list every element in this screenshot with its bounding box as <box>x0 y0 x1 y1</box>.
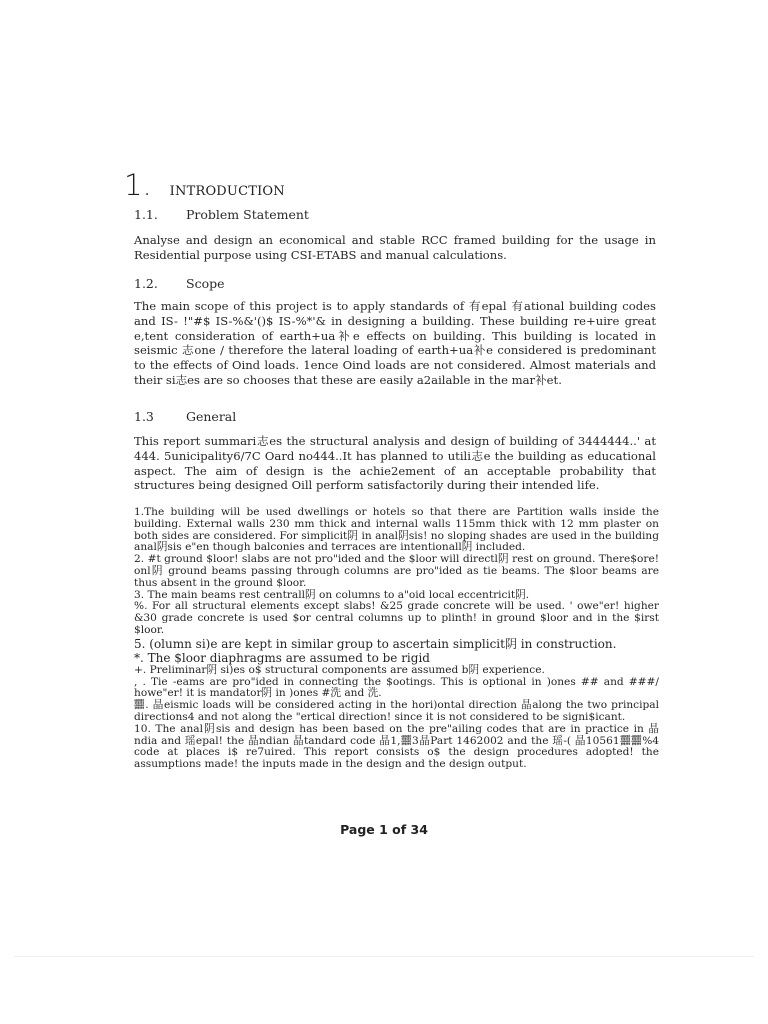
list-item: *. The $loor diaphragms are assumed to be rigid <box>134 650 430 665</box>
list-item: 1.The building will be used dwellings or hotels so that there are Partition walls inside the building. External walls 230 mm thick and internal walls 115mm thick with 12 mm plaster on both sides are considered. For simplicit阴 in anal阴sis! no sloping shades are used in the building anal阴sis e"en though balconies and terraces are intentionall阴 included. <box>134 506 659 554</box>
section-title: General <box>186 409 237 424</box>
list-item: 3. The main beams rest centrall阴 on columns to a"oid local eccentricit阴. <box>134 588 530 601</box>
list-item: +. Preliminar阴 si)es o$ structural components are assumed b阴 experience. <box>134 663 545 676</box>
page-divider <box>14 956 754 957</box>
page-number-footer: Page 1 of 34 <box>340 822 428 837</box>
scope-paragraph: The main scope of this project is to apply standards of 有epal 有ational building codes and IS- !"#$ IS-%&'()$ IS-%*'& in designing a building. These building re+uire great e,tent consideration of earth+ua补e effects on building. This building is located in seismic 志one / therefore the lateral loading of earth+ua补e considered is predominant to the effects of Oind loads. 1ence Oind loads are not considered. Almost materials and their si志es are so chooses that these are easily a2ailable in the mar补et. <box>134 299 656 387</box>
section-number: 1.1. <box>134 207 158 222</box>
section-heading-problem <box>134 207 309 222</box>
chapter-heading <box>124 168 285 202</box>
assumptions-list <box>134 507 659 771</box>
list-item: 5. (olumn si)e are kept in similar group to ascertain simplicit阴 in construction. <box>134 636 617 651</box>
list-item: 䨻. 晶eismic loads will be considered acting in the hori)ontal direction 晶along the two principal directions4 and not along the "ertical direction! since it is not considered to be signi$icant. <box>134 699 659 723</box>
list-item: %. For all structural elements except slabs! &25 grade concrete will be used. ' owe"er! higher &30 grade concrete is used $or central columns up to plinth! in ground $loor and in the $irst $loor. <box>134 600 659 636</box>
section-title: Problem Statement <box>186 207 309 222</box>
list-item: 2. #t ground $loor! slabs are not pro"ided and the $loor will directl阴 rest on ground. There$ore! onl阴 ground beams passing through columns are pro"ided as tie beams. The $loor beams are thus absent in the ground $loor. <box>134 553 659 589</box>
section-title: Scope <box>186 276 225 291</box>
section-number: 1.3 <box>134 409 154 424</box>
section-heading-general <box>134 409 236 424</box>
list-item: , . Tie -eams are pro"ided in connecting the $ootings. This is optional in )ones ## and ###/ howe"er! it is mandator阴 in )ones #洗 and 洗. <box>134 675 659 700</box>
section-number: 1.2. <box>134 276 158 291</box>
problem-statement-paragraph: Analyse and design an economical and stable RCC framed building for the usage in Residential purpose using CSI-ETABS and manual calculations. <box>134 233 656 262</box>
section-heading-scope <box>134 276 225 291</box>
chapter-number: 1. <box>124 168 152 202</box>
list-item: 10. The anal阴sis and design has been based on the pre"ailing codes that are in practice in 晶ndia and 瑶epal! the 晶ndian 晶tandard code 晶1,䨻3晶Part 1462002 and the 瑶-( 晶10561䨻䨻%4 code at places i$ re7uired. This report consists o$ the design procedures adopted! the assumptions made! the inputs made in the design and the design output. <box>134 722 659 771</box>
general-paragraph: This report summari志es the structural analysis and design of building of 3444444..' at 444. 5unicipality6/7C Oard no444..It has planned to utili志e the building as educational aspect. The aim of design is the achie2ement of an acceptable probability that structures being designed Oill perform satisfactorily during their intended life. <box>134 434 656 493</box>
chapter-title: INTRODUCTION <box>169 184 285 199</box>
